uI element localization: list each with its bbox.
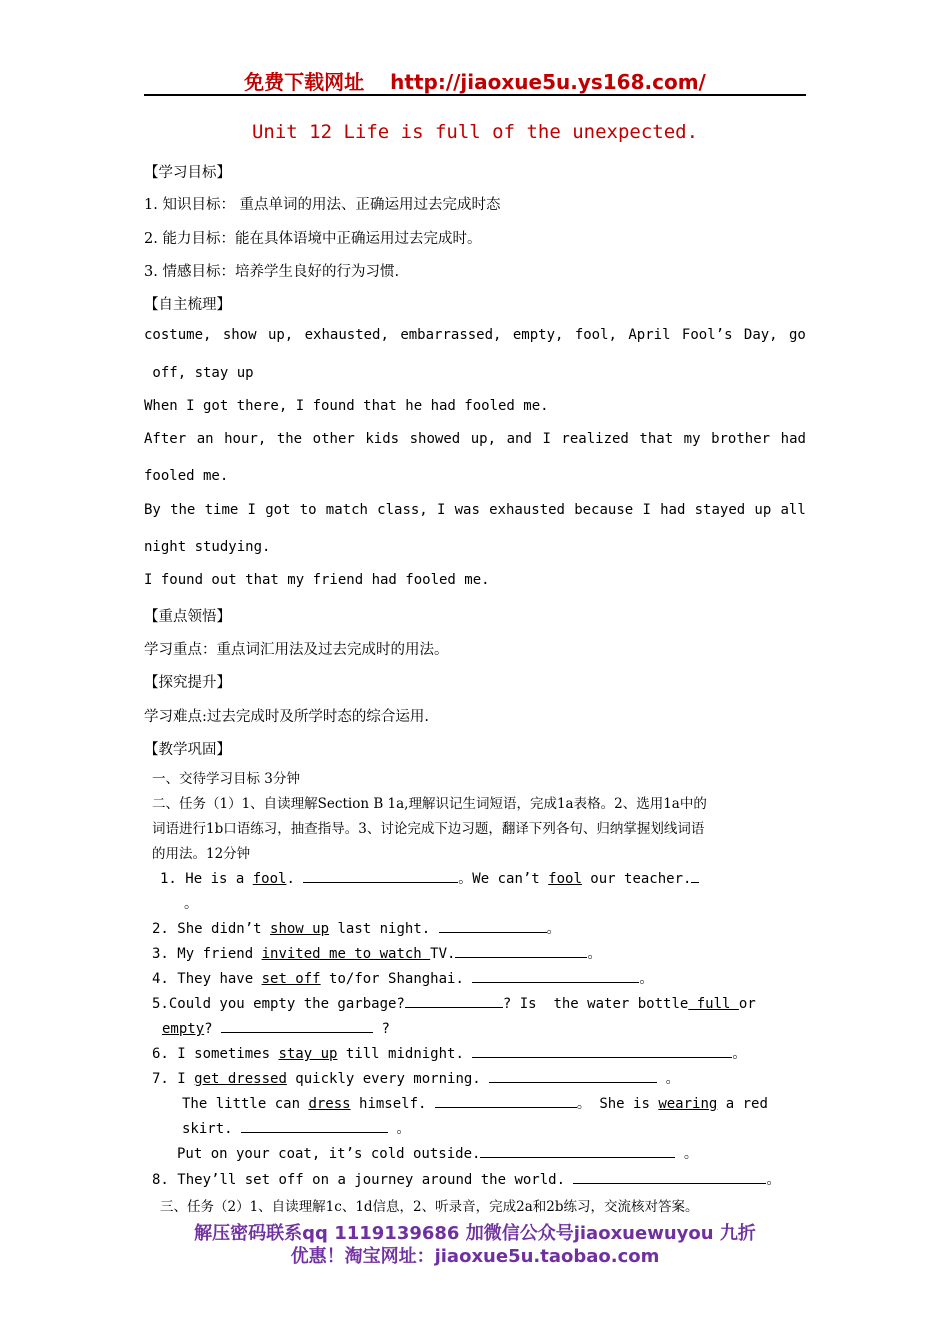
- exercise-6: 6. I sometimes stay up till midnight. 。: [152, 1043, 746, 1063]
- exercise-7-b: The little can dress himself. 。 She is wearing a red: [182, 1093, 768, 1113]
- goal-2: 2. 能力目标：能在具体语境中正确运用过去完成时。: [144, 231, 482, 247]
- header-label: 免费下载网址: [244, 70, 365, 94]
- answer-blank[interactable]: [455, 943, 587, 958]
- answer-blank[interactable]: [439, 918, 547, 933]
- section-preview: 【自主梳理】: [144, 297, 231, 313]
- goal-1: 1. 知识目标： 重点单词的用法、正确运用过去完成时态: [144, 197, 501, 213]
- footer-line-2: 优惠！淘宝网址：jiaoxue5u.taobao.com: [290, 1246, 660, 1267]
- answer-blank[interactable]: [691, 868, 699, 883]
- sentence-3-cont: night studying.: [144, 539, 271, 555]
- answer-blank[interactable]: [435, 1093, 577, 1108]
- step-two-line-3: 的用法。12分钟: [152, 846, 251, 862]
- exercise-1-end: 。: [184, 896, 198, 912]
- answer-blank[interactable]: [489, 1068, 657, 1083]
- answer-blank[interactable]: [405, 993, 503, 1008]
- vocab-line-cont: off, stay up: [144, 365, 254, 381]
- answer-blank[interactable]: [573, 1169, 766, 1184]
- exercise-5-cont: empty? ?: [162, 1018, 390, 1037]
- page-title: Unit 12 Life is full of the unexpected.: [251, 121, 699, 143]
- exercise-1: 1. He is a fool. 。We can’t fool our teacher.: [160, 868, 699, 888]
- sentence-3: By the time I got to match class, I was exhausted because I had stayed up all: [144, 502, 806, 518]
- answer-blank[interactable]: [221, 1018, 373, 1033]
- answer-blank[interactable]: [241, 1118, 388, 1133]
- section-key: 【重点领悟】: [144, 609, 231, 625]
- vocab-line: costume, show up, exhausted, embarrassed, empty, fool, April Fool’s Day, go: [144, 327, 806, 343]
- footer-line-1: 解压密码联系qq 1119139686 加微信公众号jiaoxuewuyou 九折: [194, 1223, 756, 1244]
- difficulty: 学习难点:过去完成时及所学时态的综合运用.: [144, 709, 429, 725]
- step-one: 一、交待学习目标 3分钟: [152, 771, 300, 787]
- sentence-4: I found out that my friend had fooled me.: [144, 572, 490, 588]
- page-header: [144, 66, 806, 96]
- section-explore: 【探究提升】: [144, 675, 231, 691]
- answer-blank[interactable]: [480, 1143, 675, 1158]
- exercise-5: 5.Could you empty the garbage? ? Is the water bottle full or: [152, 993, 756, 1012]
- exercise-8: 8. They’ll set off on a journey around the world. 。: [152, 1169, 780, 1189]
- section-consolidate: 【教学巩固】: [144, 742, 231, 758]
- exercise-7-d: Put on your coat, it’s cold outside. 。: [177, 1143, 698, 1163]
- step-two-line-2: 词语进行1b口语练习，抽查指导。3、讨论完成下边习题，翻译下列各句、归纳掌握划线词语: [152, 821, 705, 837]
- exercise-3: 3. My friend invited me to watch TV. 。: [152, 943, 601, 963]
- answer-blank[interactable]: [472, 1043, 732, 1058]
- exercise-2: 2. She didn’t show up last night. 。: [152, 918, 561, 938]
- step-three: 三、任务（2）1、自读理解1c、1d信息，2、听录音，完成2a和2b练习，交流核对答案。: [160, 1199, 699, 1215]
- sentence-1: When I got there, I found that he had fooled me.: [144, 398, 549, 414]
- sentence-2-cont: fooled me.: [144, 468, 229, 484]
- answer-blank[interactable]: [472, 968, 639, 983]
- exercise-4: 4. They have set off to/for Shanghai. 。: [152, 968, 653, 988]
- answer-blank[interactable]: [303, 868, 458, 883]
- exercise-7: 7. I get dressed quickly every morning. 。: [152, 1068, 680, 1088]
- key-point: 学习重点：重点词汇用法及过去完成时的用法。: [144, 642, 449, 658]
- section-goals: 【学习目标】: [144, 165, 231, 181]
- goal-3: 3. 情感目标：培养学生良好的行为习惯.: [144, 264, 400, 280]
- sentence-2: After an hour, the other kids showed up, and I realized that my brother had: [144, 431, 806, 447]
- step-two-line-1: 二、任务（1）1、自读理解Section B 1a,理解识记生词短语，完成1a表格。2、选用1a中的: [152, 796, 707, 812]
- exercise-7-c: skirt. 。: [182, 1118, 410, 1138]
- header-url[interactable]: http://jiaoxue5u.ys168.com/: [390, 70, 706, 94]
